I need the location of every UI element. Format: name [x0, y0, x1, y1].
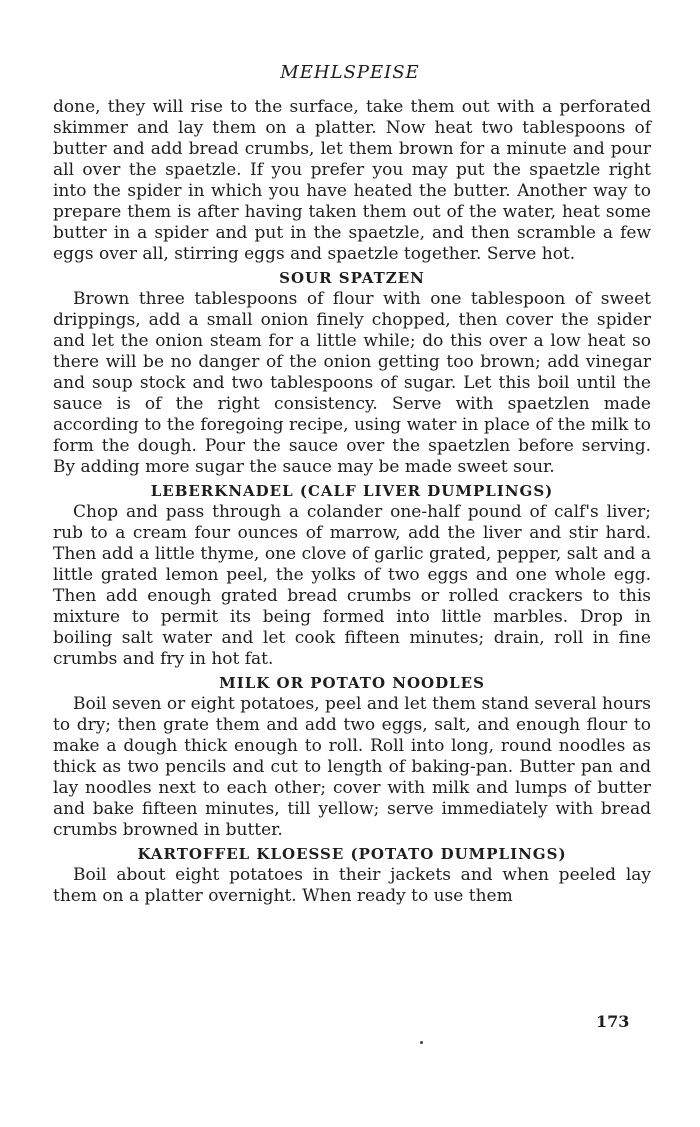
recipe-heading-potato-noodles: MILK OR POTATO NOODLES [219, 674, 485, 692]
recipe-heading-leberknadel: LEBERKNADEL (CALF LIVER DUMPLINGS) [150, 482, 554, 500]
recipe-text-leberknadel: Chop and pass through a colander one-half pound of calf's liver; rub to a cream four ounces of marrow, add the liver and stir hard. Then add a little thyme, one clove of garlic grated, pepper, salt and a little grated lemon peel, the yolks of two eggs and one whole egg. Then add enough grated bread crumbs or rolled crackers to this mixture to permit its being formed into little marbles. Drop in boiling salt water and let cook fifteen minutes; drain, roll in fine crumbs and fry in hot fat. [53, 502, 651, 669]
recipe-heading-kartoffel-kloesse: KARTOFFEL KLOESSE (POTATO DUMPLINGS) [137, 845, 567, 863]
recipe-text-sour-spatzen: Brown three tablespoons of flour with one tablespoon of sweet drippings, add a small onion finely chopped, then cover the spider and let the onion steam for a little while; do this over a low heat so there will be no danger of the onion getting too brown; add vinegar and soup stock and two tablespoons of sugar. Let this boil until the sauce is of the right consistency. Serve with spaetzlen made according to the foregoing recipe, using water in place of the milk to form the dough. Pour the sauce over the spaetzlen before serving. By adding more sugar the sauce may be made sweet sour. [53, 289, 651, 477]
continued-paragraph: done, they will rise to the surface, take them out with a perforated skimmer and lay them on a platter. Now heat two tablespoons of butter and add bread crumbs, let them brown for a minute and pour all over the spaetzle. If you prefer you may put the spaetzle right into the spider in which you have heated the butter. Another way to prepare them is after having taken them out of the water, heat some butter in a spider and put in the spaetzle, and then scramble a few eggs over all, stirring eggs and spaetzle together. Serve hot. [53, 97, 651, 264]
page-body [53, 97, 651, 907]
recipe-text-kartoffel-kloesse: Boil about eight potatoes in their jackets and when peeled lay them on a platter overnight. When ready to use them [53, 865, 651, 906]
recipe-heading-sour-spatzen: SOUR SPATZEN [279, 269, 425, 287]
print-speck [420, 1041, 423, 1044]
page-number: 173 [596, 1012, 630, 1031]
recipe-text-potato-noodles: Boil seven or eight potatoes, peel and let them stand several hours to dry; then grate them and add two eggs, salt, and enough flour to make a dough thick enough to roll. Roll into long, round noodles as thick as two pencils and cut to length of baking-pan. Butter pan and lay noodles next to each other; cover with milk and lumps of butter and bake fifteen minutes, till yellow; serve immediately with bread crumbs browned in butter. [53, 694, 651, 840]
running-title: MEHLSPEISE [280, 62, 420, 83]
